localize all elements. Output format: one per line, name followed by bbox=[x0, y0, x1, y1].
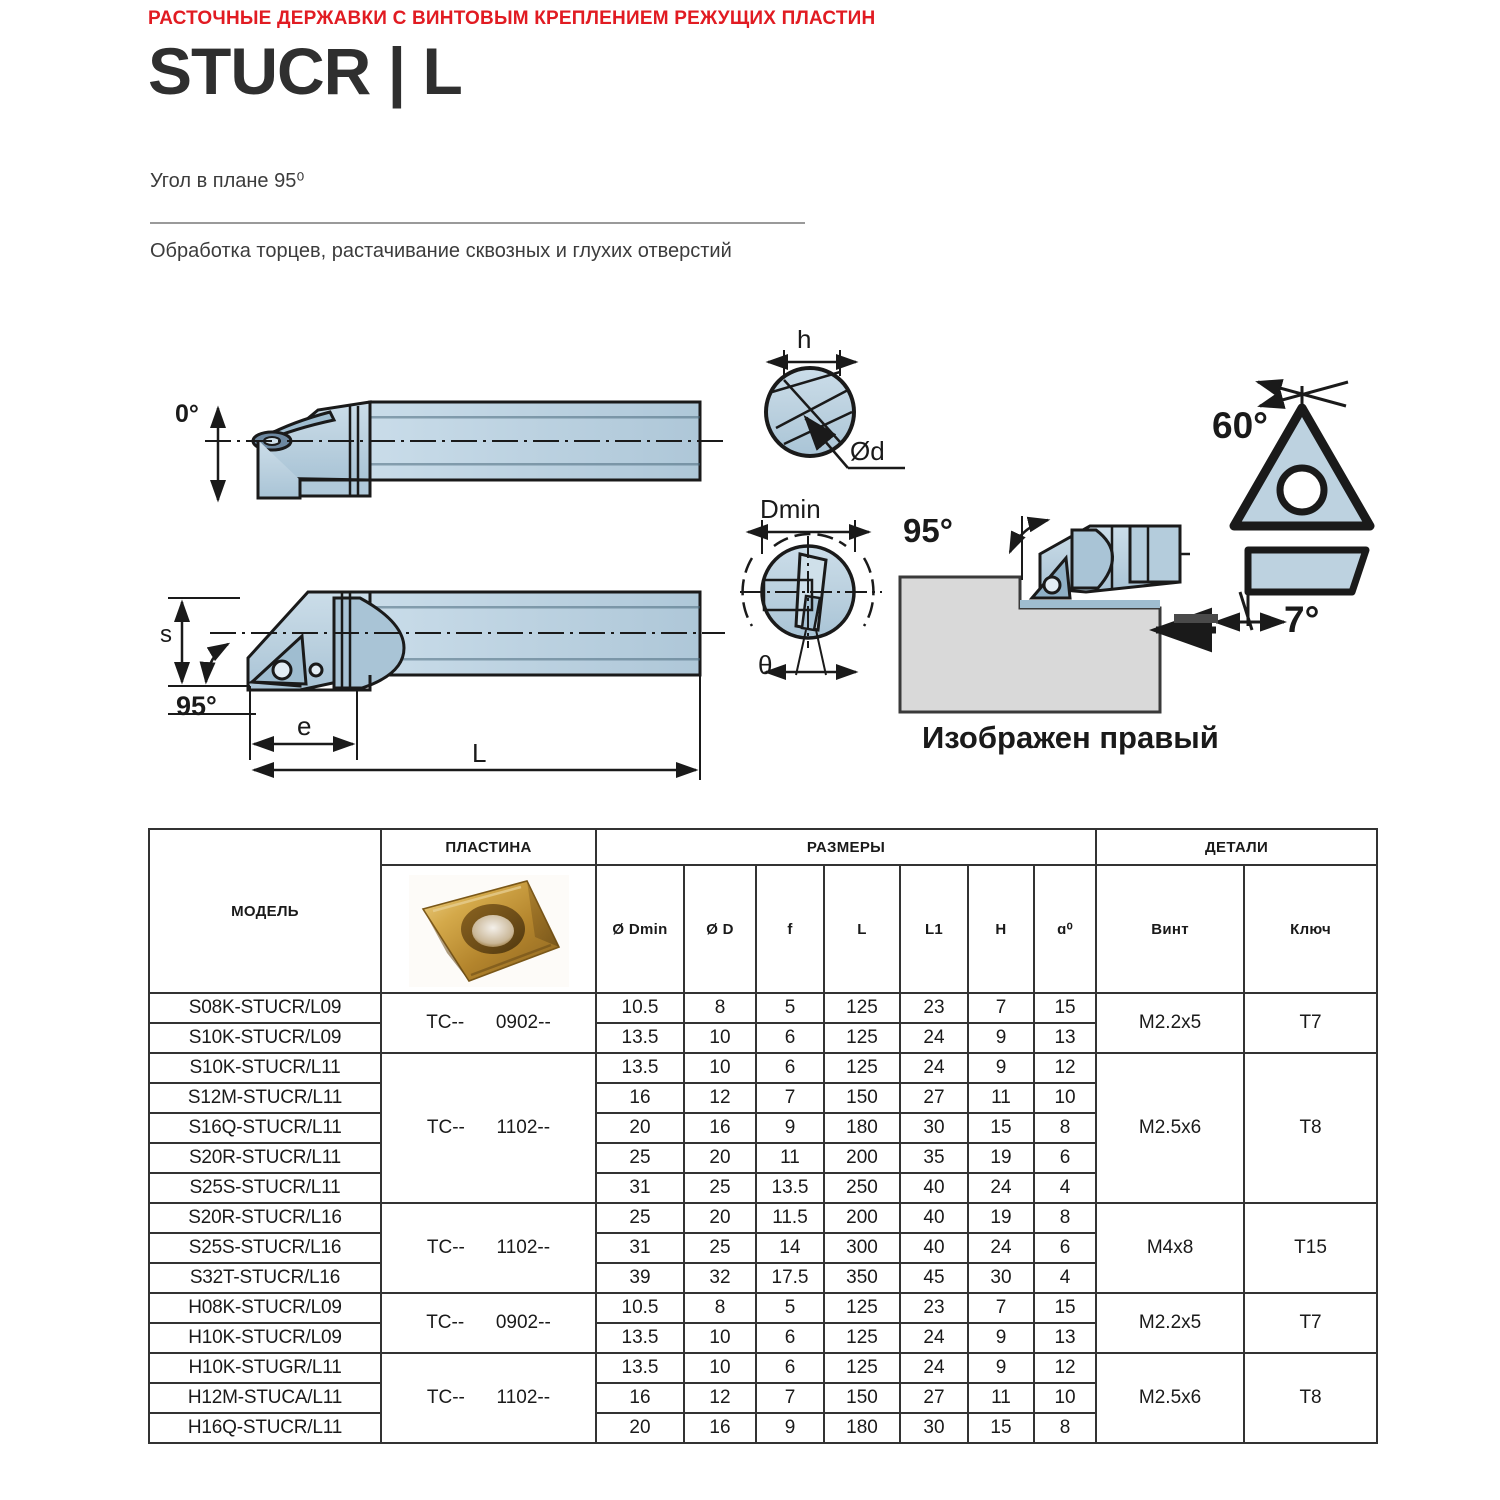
col-screw: Винт bbox=[1096, 865, 1244, 993]
cell-l: 180 bbox=[824, 1113, 900, 1143]
table-row bbox=[149, 993, 1377, 1023]
cell-d: 25 bbox=[684, 1173, 756, 1203]
cell-wrench: T7 bbox=[1244, 993, 1377, 1053]
cell-h: 9 bbox=[968, 1323, 1034, 1353]
page-title bbox=[148, 34, 462, 108]
insert-photo-cell bbox=[381, 865, 596, 993]
cell-alpha: 8 bbox=[1034, 1413, 1096, 1443]
cell-f: 5 bbox=[756, 1293, 824, 1323]
cell-wrench: T15 bbox=[1244, 1203, 1377, 1293]
cell-model: S10K-STUCR/L09 bbox=[149, 1023, 381, 1053]
cell-h: 9 bbox=[968, 1053, 1034, 1083]
cell-f: 7 bbox=[756, 1383, 824, 1413]
cell-h: 7 bbox=[968, 1293, 1034, 1323]
label-7-degree: 7° bbox=[1284, 599, 1320, 640]
cell-d: 8 bbox=[684, 993, 756, 1023]
cell-d: 25 bbox=[684, 1233, 756, 1263]
cell-h: 19 bbox=[968, 1143, 1034, 1173]
col-d: Ø D bbox=[684, 865, 756, 993]
cell-alpha: 12 bbox=[1034, 1353, 1096, 1383]
title-main: STUCR bbox=[148, 34, 371, 108]
cell-dmin: 13.5 bbox=[596, 1023, 684, 1053]
cell-model: S12M-STUCR/L11 bbox=[149, 1083, 381, 1113]
cell-model: H12M-STUCA/L11 bbox=[149, 1383, 381, 1413]
cell-screw: M2.5x6 bbox=[1096, 1353, 1244, 1443]
label-L: L bbox=[472, 738, 487, 768]
cell-alpha: 6 bbox=[1034, 1233, 1096, 1263]
cell-d: 12 bbox=[684, 1083, 756, 1113]
cell-d: 20 bbox=[684, 1203, 756, 1233]
cell-model: H10K-STUGR/L11 bbox=[149, 1353, 381, 1383]
page-kicker: РАСТОЧНЫЕ ДЕРЖАВКИ С ВИНТОВЫМ КРЕПЛЕНИЕМ РЕЖУЩИХ ПЛАСТИН bbox=[148, 8, 876, 29]
cell-model: S25S-STUCR/L11 bbox=[149, 1173, 381, 1203]
cell-h: 24 bbox=[968, 1233, 1034, 1263]
drawings-svg bbox=[0, 330, 1500, 810]
cell-f: 6 bbox=[756, 1323, 824, 1353]
cell-dmin: 20 bbox=[596, 1413, 684, 1443]
cell-l1: 27 bbox=[900, 1383, 968, 1413]
cell-h: 30 bbox=[968, 1263, 1034, 1293]
cell-f: 14 bbox=[756, 1233, 824, 1263]
cell-dmin: 39 bbox=[596, 1263, 684, 1293]
cell-d: 16 bbox=[684, 1413, 756, 1443]
label-dmin: Dmin bbox=[760, 494, 821, 524]
cell-dmin: 16 bbox=[596, 1083, 684, 1113]
cell-dmin: 31 bbox=[596, 1233, 684, 1263]
application-description: Обработка торцев, растачивание сквозных и глухих отверстий bbox=[150, 240, 732, 262]
cell-model: S20R-STUCR/L11 bbox=[149, 1143, 381, 1173]
cell-l1: 24 bbox=[900, 1023, 968, 1053]
header-parts: ДЕТАЛИ bbox=[1096, 829, 1377, 865]
cell-f: 6 bbox=[756, 1023, 824, 1053]
table-row bbox=[149, 1293, 1377, 1323]
cell-f: 13.5 bbox=[756, 1173, 824, 1203]
cell-alpha: 4 bbox=[1034, 1173, 1096, 1203]
cell-insert-group: TC-- 0902-- bbox=[381, 993, 596, 1053]
cell-alpha: 15 bbox=[1034, 993, 1096, 1023]
cell-dmin: 31 bbox=[596, 1173, 684, 1203]
header-insert: ПЛАСТИНА bbox=[381, 829, 596, 865]
header-divider bbox=[150, 222, 805, 224]
drawing-side-view bbox=[168, 592, 725, 780]
cell-d: 12 bbox=[684, 1383, 756, 1413]
col-f: f bbox=[756, 865, 824, 993]
label-s: s bbox=[160, 621, 172, 648]
cell-f: 17.5 bbox=[756, 1263, 824, 1293]
cell-f: 9 bbox=[756, 1113, 824, 1143]
cell-h: 19 bbox=[968, 1203, 1034, 1233]
table-row bbox=[149, 1353, 1377, 1383]
cell-model: H16Q-STUCR/L11 bbox=[149, 1413, 381, 1443]
cell-insert-group: TC-- 0902-- bbox=[381, 1293, 596, 1353]
cell-l1: 40 bbox=[900, 1203, 968, 1233]
cell-l: 150 bbox=[824, 1083, 900, 1113]
cell-d: 20 bbox=[684, 1143, 756, 1173]
cell-alpha: 4 bbox=[1034, 1263, 1096, 1293]
cell-h: 11 bbox=[968, 1383, 1034, 1413]
cell-dmin: 20 bbox=[596, 1113, 684, 1143]
cell-screw: M2.2x5 bbox=[1096, 993, 1244, 1053]
cell-l: 200 bbox=[824, 1143, 900, 1173]
col-alpha: ɑ⁰ bbox=[1034, 865, 1096, 993]
cell-screw: M2.2x5 bbox=[1096, 1293, 1244, 1353]
cell-f: 6 bbox=[756, 1353, 824, 1383]
cell-dmin: 25 bbox=[596, 1143, 684, 1173]
cell-l: 125 bbox=[824, 1023, 900, 1053]
cell-h: 11 bbox=[968, 1083, 1034, 1113]
cell-model: H10K-STUCR/L09 bbox=[149, 1323, 381, 1353]
cell-dmin: 10.5 bbox=[596, 993, 684, 1023]
cell-l1: 35 bbox=[900, 1143, 968, 1173]
cell-l: 250 bbox=[824, 1173, 900, 1203]
cell-alpha: 15 bbox=[1034, 1293, 1096, 1323]
drawing-insert-geometry bbox=[1174, 382, 1370, 630]
cell-model: S20R-STUCR/L16 bbox=[149, 1203, 381, 1233]
cell-l1: 27 bbox=[900, 1083, 968, 1113]
label-theta: θ bbox=[758, 650, 773, 680]
table-row bbox=[149, 1053, 1377, 1083]
cell-screw: M4x8 bbox=[1096, 1203, 1244, 1293]
cell-d: 10 bbox=[684, 1023, 756, 1053]
cell-l1: 24 bbox=[900, 1323, 968, 1353]
table-body bbox=[149, 993, 1377, 1443]
cell-l1: 30 bbox=[900, 1413, 968, 1443]
cell-f: 7 bbox=[756, 1083, 824, 1113]
cell-dmin: 13.5 bbox=[596, 1353, 684, 1383]
cell-alpha: 12 bbox=[1034, 1053, 1096, 1083]
cell-f: 11.5 bbox=[756, 1203, 824, 1233]
cell-dmin: 10.5 bbox=[596, 1293, 684, 1323]
cell-alpha: 6 bbox=[1034, 1143, 1096, 1173]
title-alt: L bbox=[422, 34, 462, 108]
cell-f: 9 bbox=[756, 1413, 824, 1443]
cell-dmin: 13.5 bbox=[596, 1053, 684, 1083]
cell-alpha: 13 bbox=[1034, 1323, 1096, 1353]
cell-alpha: 8 bbox=[1034, 1113, 1096, 1143]
cell-alpha: 13 bbox=[1034, 1023, 1096, 1053]
cell-wrench: T7 bbox=[1244, 1293, 1377, 1353]
cell-l: 350 bbox=[824, 1263, 900, 1293]
cell-l: 125 bbox=[824, 1353, 900, 1383]
cell-dmin: 13.5 bbox=[596, 1323, 684, 1353]
cell-h: 15 bbox=[968, 1113, 1034, 1143]
drawing-caption: Изображен правый bbox=[922, 720, 1219, 755]
cell-model: S16Q-STUCR/L11 bbox=[149, 1113, 381, 1143]
table-row bbox=[149, 1203, 1377, 1233]
header-model: МОДЕЛЬ bbox=[149, 829, 381, 993]
cell-l1: 23 bbox=[900, 993, 968, 1023]
cell-f: 11 bbox=[756, 1143, 824, 1173]
cell-h: 7 bbox=[968, 993, 1034, 1023]
cell-model: S25S-STUCR/L16 bbox=[149, 1233, 381, 1263]
cell-l1: 24 bbox=[900, 1053, 968, 1083]
col-l: L bbox=[824, 865, 900, 993]
cell-insert-group: TC-- 1102-- bbox=[381, 1203, 596, 1293]
cell-model: S10K-STUCR/L11 bbox=[149, 1053, 381, 1083]
cell-l1: 40 bbox=[900, 1233, 968, 1263]
cell-dmin: 16 bbox=[596, 1383, 684, 1413]
cell-l: 200 bbox=[824, 1203, 900, 1233]
cell-wrench: T8 bbox=[1244, 1053, 1377, 1203]
cell-model: S32T-STUCR/L16 bbox=[149, 1263, 381, 1293]
cell-l: 125 bbox=[824, 1053, 900, 1083]
label-zero-degree: 0° bbox=[175, 400, 199, 428]
label-95-workpiece: 95° bbox=[903, 512, 953, 549]
label-95-side: 95° bbox=[176, 691, 217, 721]
cell-d: 10 bbox=[684, 1053, 756, 1083]
cell-d: 16 bbox=[684, 1113, 756, 1143]
cell-d: 32 bbox=[684, 1263, 756, 1293]
cell-model: S08K-STUCR/L09 bbox=[149, 993, 381, 1023]
col-dmin: Ø Dmin bbox=[596, 865, 684, 993]
cell-f: 6 bbox=[756, 1053, 824, 1083]
cell-l: 125 bbox=[824, 1323, 900, 1353]
cell-d: 8 bbox=[684, 1293, 756, 1323]
label-diam-d: Ød bbox=[850, 436, 885, 466]
cell-d: 10 bbox=[684, 1323, 756, 1353]
label-e: e bbox=[297, 711, 312, 741]
cell-l: 150 bbox=[824, 1383, 900, 1413]
cell-l: 125 bbox=[824, 1293, 900, 1323]
cell-l1: 23 bbox=[900, 1293, 968, 1323]
cell-dmin: 25 bbox=[596, 1203, 684, 1233]
cell-l: 300 bbox=[824, 1233, 900, 1263]
cell-h: 15 bbox=[968, 1413, 1034, 1443]
label-h: h bbox=[797, 330, 812, 354]
cell-wrench: T8 bbox=[1244, 1353, 1377, 1443]
cell-f: 5 bbox=[756, 993, 824, 1023]
cell-alpha: 10 bbox=[1034, 1383, 1096, 1413]
specification-table bbox=[148, 828, 1378, 1444]
specification-table-wrapper bbox=[148, 828, 1376, 1444]
label-60-degree: 60° bbox=[1212, 405, 1268, 446]
cell-l1: 45 bbox=[900, 1263, 968, 1293]
cell-l1: 30 bbox=[900, 1113, 968, 1143]
cell-l1: 24 bbox=[900, 1353, 968, 1383]
cell-insert-group: TC-- 1102-- bbox=[381, 1053, 596, 1203]
cell-d: 10 bbox=[684, 1353, 756, 1383]
cell-screw: M2.5x6 bbox=[1096, 1053, 1244, 1203]
lead-angle-text: Угол в плане 95⁰ bbox=[150, 170, 305, 192]
technical-drawings bbox=[0, 330, 1500, 810]
cell-alpha: 10 bbox=[1034, 1083, 1096, 1113]
cell-alpha: 8 bbox=[1034, 1203, 1096, 1233]
col-wrench: Ключ bbox=[1244, 865, 1377, 993]
col-h: H bbox=[968, 865, 1034, 993]
title-separator: | bbox=[387, 34, 406, 108]
cell-l1: 40 bbox=[900, 1173, 968, 1203]
cell-h: 9 bbox=[968, 1353, 1034, 1383]
header-dimensions: РАЗМЕРЫ bbox=[596, 829, 1096, 865]
cell-l: 180 bbox=[824, 1413, 900, 1443]
cell-h: 24 bbox=[968, 1173, 1034, 1203]
table-header-row-1 bbox=[149, 829, 1377, 865]
cell-h: 9 bbox=[968, 1023, 1034, 1053]
cell-insert-group: TC-- 1102-- bbox=[381, 1353, 596, 1443]
insert-photo bbox=[409, 875, 569, 987]
col-l1: L1 bbox=[900, 865, 968, 993]
cell-model: H08K-STUCR/L09 bbox=[149, 1293, 381, 1323]
cell-l: 125 bbox=[824, 993, 900, 1023]
drawing-top-view bbox=[205, 402, 725, 500]
